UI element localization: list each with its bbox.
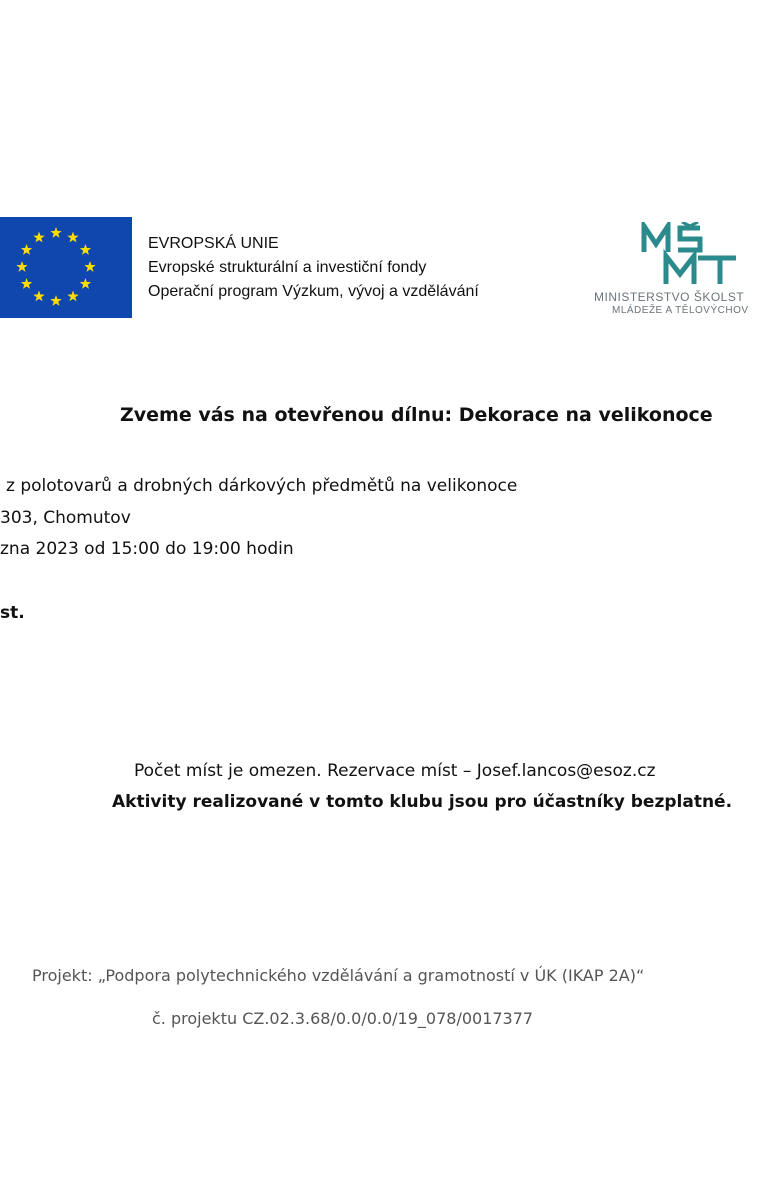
msmt-logo-icon (640, 222, 740, 286)
eu-star-icon (50, 227, 61, 238)
eu-star-icon (21, 278, 32, 289)
eu-star-icon (84, 261, 95, 272)
workshop-description: z polotovarů a drobných dárkových předmětů na velikonoce (6, 476, 518, 496)
eu-star-icon (80, 244, 91, 255)
free-activities-notice: Aktivity realizované v tomto klubu jsou pro účastníky bezplatné. (112, 792, 733, 812)
msmt-name-line2: MLÁDEŽE A TĚLOVÝCHOV (612, 305, 749, 316)
eu-star-icon (33, 232, 44, 243)
eu-star-icon (67, 290, 78, 301)
eu-star-icon (67, 232, 78, 243)
capacity-notice: Počet míst je omezen. Rezervace míst – Josef.lancos@esoz.cz (134, 761, 656, 781)
invitation-title: Zveme vás na otevřenou dílnu: Dekorace na velikonoce (120, 404, 713, 426)
project-name: Projekt: „Podpora polytechnického vzdělávání a gramotností v ÚK (IKAP 2A)“ (32, 966, 645, 985)
msmt-logo-mark (640, 222, 740, 286)
workshop-note: st. (0, 603, 25, 623)
eu-star-icon (80, 278, 91, 289)
eu-star-icon (21, 244, 32, 255)
msmt-name-line1: MINISTERSTVO ŠKOLST (594, 290, 745, 304)
project-number: č. projektu CZ.02.3.68/0.0/0.0/19_078/0017377 (152, 1009, 534, 1028)
eu-stars-icon (0, 217, 132, 318)
eu-flag-logo (0, 217, 132, 318)
eu-title: EVROPSKÁ UNIE (148, 235, 279, 252)
eu-funds-line: Evropské strukturální a investiční fondy (148, 259, 427, 276)
eu-star-icon (50, 295, 61, 306)
eu-star-icon (33, 290, 44, 301)
eu-program-line: Operační program Výzkum, vývoj a vzdělávání (148, 283, 479, 300)
eu-star-icon (16, 261, 27, 272)
workshop-date: zna 2023 od 15:00 do 19:00 hodin (0, 539, 294, 559)
workshop-location: 303, Chomutov (0, 508, 131, 528)
